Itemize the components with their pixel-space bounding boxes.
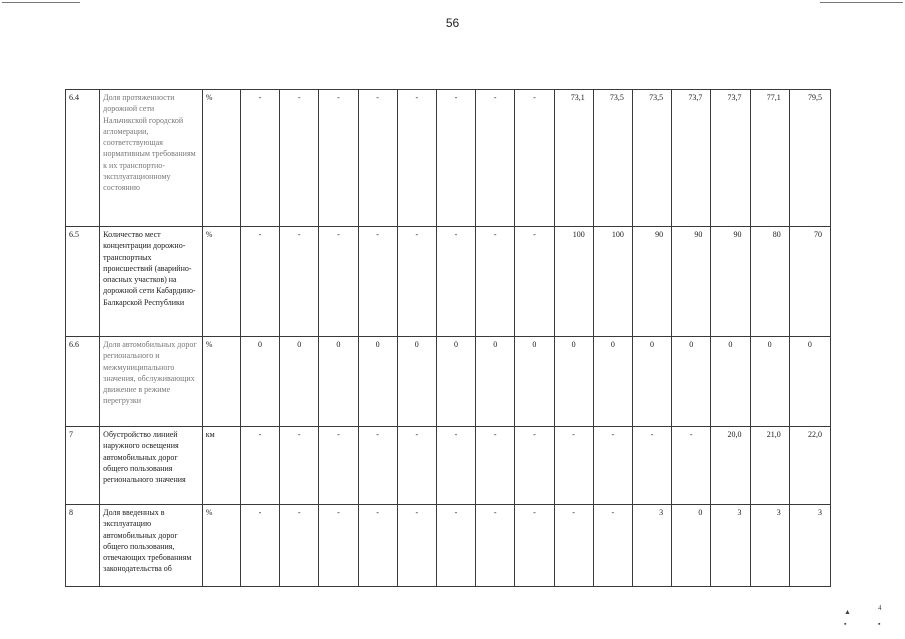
value-cell: -	[397, 90, 436, 227]
row-number: 6.6	[66, 337, 100, 427]
value-cell: -	[240, 227, 279, 337]
value-cell: -	[319, 90, 358, 227]
value-cell: -	[358, 427, 397, 505]
row-number: 7	[66, 427, 100, 505]
value-cell: -	[515, 427, 554, 505]
value-cell: 0	[319, 337, 358, 427]
value-cell: -	[476, 227, 515, 337]
value-cell: 73,7	[711, 90, 750, 227]
value-cell: 73,5	[593, 90, 632, 227]
value-cell: -	[554, 505, 593, 587]
value-cell: -	[476, 427, 515, 505]
value-cell: -	[280, 90, 319, 227]
value-cell: 0	[750, 337, 789, 427]
value-cell: 0	[789, 337, 830, 427]
indicator-name: Доля автомобильных дорог регионального и межмуниципального значения, обслуживающих движение в режиме перегрузки	[100, 337, 203, 427]
scan-marks: ▲ 4 ▪ ▪	[844, 604, 882, 628]
value-cell: 20,0	[711, 427, 750, 505]
table-row	[66, 505, 831, 587]
value-cell: -	[358, 90, 397, 227]
unit-cell: %	[202, 227, 240, 337]
unit-cell: %	[202, 505, 240, 587]
value-cell: -	[358, 505, 397, 587]
unit-cell: %	[202, 337, 240, 427]
value-cell: -	[436, 227, 475, 337]
value-cell: 0	[280, 337, 319, 427]
indicator-name: Доля введенных в эксплуатацию автомобильных дорог общего пользования, отвечающих требованиям законодательства об	[100, 505, 203, 587]
value-cell: 0	[476, 337, 515, 427]
value-cell: 0	[397, 337, 436, 427]
value-cell: 0	[593, 337, 632, 427]
value-cell: 0	[711, 337, 750, 427]
indicator-name: Обустройство линией наружного освещения автомобильных дорог общего пользования регионального значения	[100, 427, 203, 505]
value-cell: 0	[632, 337, 671, 427]
value-cell: -	[397, 505, 436, 587]
value-cell: 0	[358, 337, 397, 427]
page-number: 56	[445, 16, 460, 30]
value-cell: 73,7	[672, 90, 711, 227]
table-row	[66, 427, 831, 505]
table-row	[66, 90, 831, 227]
value-cell: -	[515, 227, 554, 337]
value-cell: -	[593, 505, 632, 587]
unit-cell: км	[202, 427, 240, 505]
value-cell: -	[397, 427, 436, 505]
row-number: 6.4	[66, 90, 100, 227]
value-cell: -	[280, 427, 319, 505]
value-cell: 0	[672, 337, 711, 427]
value-cell: -	[593, 427, 632, 505]
value-cell: 0	[554, 337, 593, 427]
value-cell: 80	[750, 227, 789, 337]
value-cell: 0	[515, 337, 554, 427]
value-cell: 21,0	[750, 427, 789, 505]
value-cell: -	[240, 505, 279, 587]
value-cell: -	[240, 427, 279, 505]
scan-top-line-right	[820, 2, 903, 3]
table-row	[66, 227, 831, 337]
indicator-name: Доля протяженности дорожной сети Нальчикской городской агломерации, соответствующая нормативным требованиям к их транспортно-эксплуатационному состоянию	[100, 90, 203, 227]
value-cell: -	[319, 505, 358, 587]
value-cell: -	[240, 90, 279, 227]
scan-top-line-left	[2, 2, 80, 3]
value-cell: 0	[436, 337, 475, 427]
value-cell: -	[476, 505, 515, 587]
value-cell: -	[358, 227, 397, 337]
value-cell: 70	[789, 227, 830, 337]
value-cell: 90	[672, 227, 711, 337]
value-cell: -	[280, 505, 319, 587]
value-cell: -	[436, 90, 475, 227]
value-cell: 73,1	[554, 90, 593, 227]
row-number: 8	[66, 505, 100, 587]
indicator-name: Количество мест концентрации дорожно-транспортных происшествий (аварийно-опасных участков) на дорожной сети Кабардино-Балкарской Республики	[100, 227, 203, 337]
table-row	[66, 337, 831, 427]
value-cell: 79,5	[789, 90, 830, 227]
row-number: 6.5	[66, 227, 100, 337]
value-cell: 73,5	[632, 90, 671, 227]
value-cell: 3	[711, 505, 750, 587]
value-cell: -	[632, 427, 671, 505]
indicators-table	[65, 89, 831, 587]
value-cell: 77,1	[750, 90, 789, 227]
value-cell: 0	[240, 337, 279, 427]
value-cell: 100	[593, 227, 632, 337]
value-cell: -	[515, 90, 554, 227]
value-cell: -	[436, 427, 475, 505]
value-cell: -	[672, 427, 711, 505]
value-cell: -	[319, 427, 358, 505]
value-cell: 90	[632, 227, 671, 337]
value-cell: 3	[632, 505, 671, 587]
value-cell: -	[280, 227, 319, 337]
value-cell: 100	[554, 227, 593, 337]
value-cell: 3	[789, 505, 830, 587]
value-cell: -	[554, 427, 593, 505]
unit-cell: %	[202, 90, 240, 227]
value-cell: -	[476, 90, 515, 227]
value-cell: 90	[711, 227, 750, 337]
value-cell: -	[515, 505, 554, 587]
value-cell: 0	[672, 505, 711, 587]
value-cell: -	[397, 227, 436, 337]
value-cell: -	[319, 227, 358, 337]
value-cell: 3	[750, 505, 789, 587]
value-cell: 22,0	[789, 427, 830, 505]
value-cell: -	[436, 505, 475, 587]
